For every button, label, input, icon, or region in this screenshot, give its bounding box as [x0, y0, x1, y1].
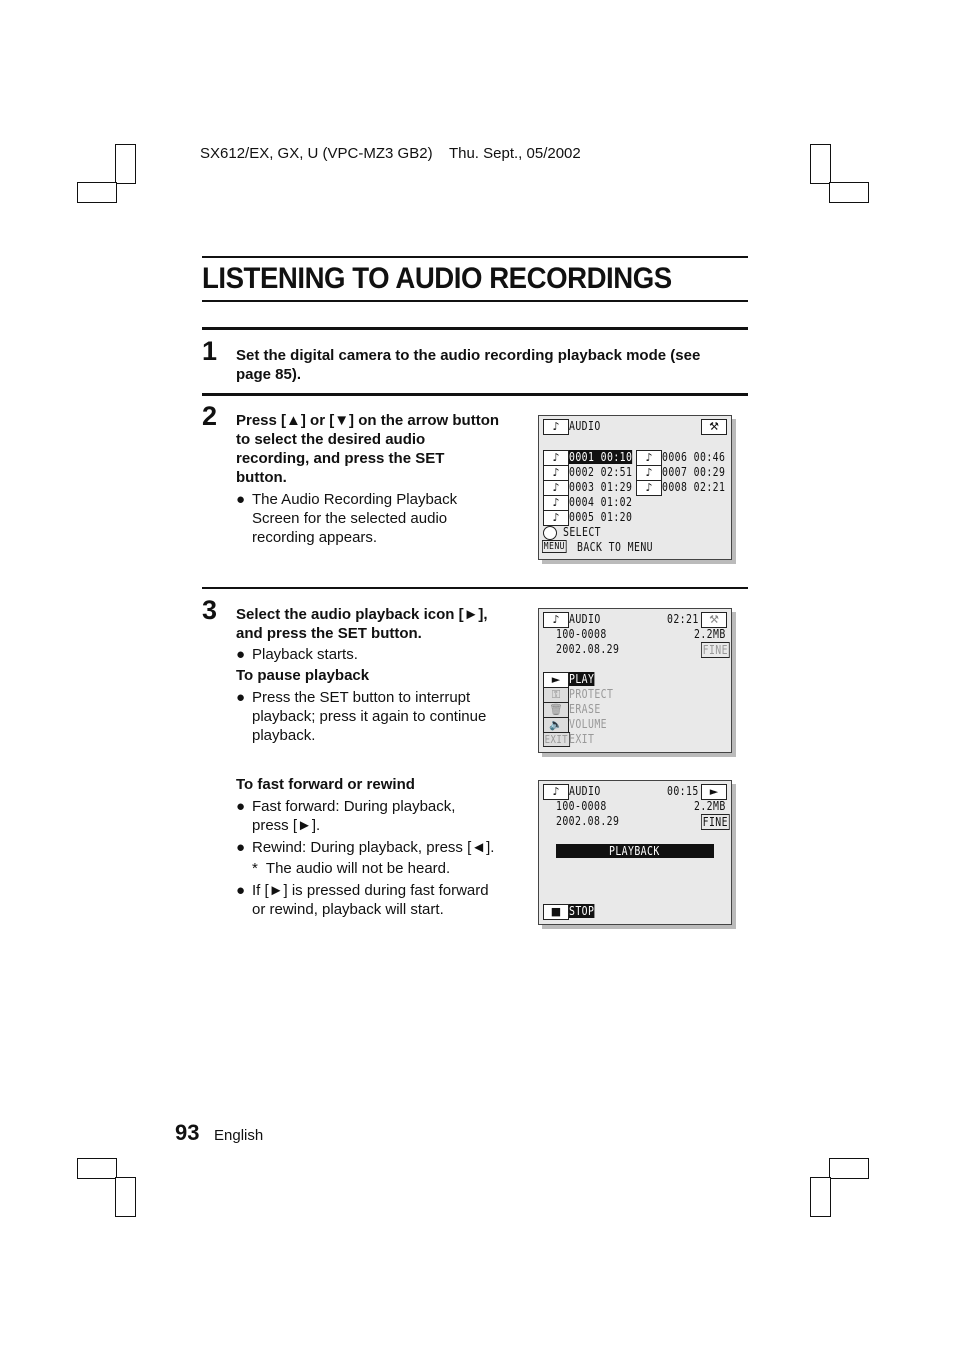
bullet-icon: ● — [236, 491, 246, 508]
text-line: or rewind, playback will start. — [252, 901, 444, 918]
menu-icon: MENU — [543, 541, 566, 552]
file-size: 2.2MB — [694, 799, 726, 813]
menu-item-exit[interactable]: EXIT — [569, 732, 595, 746]
crop-mark — [810, 144, 831, 184]
step-number: 2 — [202, 401, 218, 431]
step-rule — [202, 393, 748, 396]
wrench-icon: ⚒ — [701, 419, 727, 435]
stop-icon: ■ — [543, 904, 569, 920]
step-rule — [202, 587, 748, 589]
music-note-icon: ♪ — [636, 465, 662, 481]
crop-mark — [77, 1158, 117, 1179]
back-to-menu-label: BACK TO MENU — [577, 540, 654, 554]
audio-list-screen — [538, 415, 732, 560]
text-line: The Audio Recording Playback — [252, 491, 458, 508]
recording-date: 2002.08.29 — [556, 642, 620, 656]
playback-status: PLAYBACK — [609, 844, 660, 858]
select-label: SELECT — [563, 525, 602, 539]
text-line: Select the audio playback icon [►], — [236, 606, 488, 623]
bullet-icon: ● — [236, 798, 246, 815]
page-title: LISTENING TO AUDIO RECORDINGS — [202, 262, 672, 295]
text-line: Fast forward: During playback, — [252, 798, 456, 815]
footnote: * The audio will not be heard. — [252, 860, 451, 877]
text-line: button. — [236, 469, 287, 486]
audio-item[interactable]: 0003 01:29 — [569, 480, 633, 494]
crop-mark — [115, 1177, 136, 1217]
text-line: and press the SET button. — [236, 625, 422, 642]
step-instruction: Set the digital camera to the audio recording playback mode (see page 85). — [236, 347, 701, 383]
music-note-icon: ♪ — [543, 419, 569, 435]
music-note-icon: ♪ — [543, 612, 569, 628]
text-line: Screen for the selected audio — [252, 510, 448, 527]
menu-item-volume[interactable]: VOLUME — [569, 717, 608, 731]
audio-playback-menu-screen — [538, 608, 732, 753]
title-rule-bottom — [202, 300, 748, 302]
music-note-icon: ♪ — [543, 784, 569, 800]
step-instruction — [236, 605, 488, 643]
music-note-icon: ♪ — [636, 480, 662, 496]
text-line: recording appears. — [252, 529, 378, 546]
fast-forward-heading: To fast forward or rewind — [236, 776, 415, 793]
text-line: If [►] is pressed during fast forward — [252, 882, 489, 899]
arrow-pad-icon — [543, 526, 557, 540]
page-number: 93 — [175, 1120, 200, 1145]
crop-mark — [829, 182, 869, 203]
music-note-icon: ♪ — [543, 450, 569, 466]
play-icon: ► — [543, 672, 569, 688]
file-size: 2.2MB — [694, 627, 726, 641]
page-language: English — [214, 1127, 264, 1144]
text-line: press [►]. — [252, 817, 321, 834]
crop-mark — [810, 1177, 831, 1217]
text-line: Rewind: During playback, press [◄]. — [252, 839, 495, 856]
crop-mark — [115, 144, 136, 184]
audio-item-selected[interactable]: 0001 00:10 — [569, 450, 633, 464]
audio-item[interactable]: 0006 00:46 — [662, 450, 726, 464]
audio-item[interactable]: 0005 01:20 — [569, 510, 633, 524]
crop-mark — [77, 182, 117, 203]
speaker-icon: 🔈 — [543, 717, 569, 733]
screen-title: AUDIO — [569, 419, 601, 433]
menu-item-protect[interactable]: PROTECT — [569, 687, 614, 701]
music-note-icon: ♪ — [543, 465, 569, 481]
text-line: playback. — [252, 727, 316, 744]
step-number: 3 — [202, 595, 218, 625]
audio-item[interactable]: 0004 01:02 — [569, 495, 633, 509]
folder-number: 100-0008 — [556, 627, 607, 641]
recording-date: 2002.08.29 — [556, 814, 620, 828]
stop-label[interactable]: STOP — [569, 904, 595, 918]
menu-item-play[interactable]: PLAY — [569, 672, 595, 686]
bullet-icon: ● — [236, 839, 246, 856]
recording-length: 02:21 — [667, 612, 699, 626]
screen-title: AUDIO — [569, 784, 601, 798]
key-icon: ⚿ — [543, 687, 569, 703]
quality-badge: FINE — [702, 815, 728, 829]
audio-item[interactable]: 0007 00:29 — [662, 465, 726, 479]
audio-item[interactable]: 0008 02:21 — [662, 480, 726, 494]
music-note-icon: ♪ — [543, 510, 569, 526]
bullet-text: Playback starts. — [252, 646, 358, 663]
elapsed-time: 00:15 — [667, 784, 699, 798]
text-line: recording, and press the SET — [236, 450, 445, 467]
step-instruction — [236, 411, 499, 487]
bullet-icon: ● — [236, 689, 246, 706]
step-number: 1 — [202, 336, 218, 366]
audio-playing-screen — [538, 780, 732, 925]
folder-number: 100-0008 — [556, 799, 607, 813]
wrench-icon: ⚒ — [701, 612, 727, 628]
quality-badge: FINE — [702, 643, 728, 657]
bullet-icon: ● — [236, 882, 246, 899]
text-line: to select the desired audio — [236, 431, 426, 448]
pause-heading: To pause playback — [236, 667, 370, 684]
play-icon: ► — [701, 784, 727, 800]
title-rule-top — [202, 256, 748, 258]
text-line: Press [▲] or [▼] on the arrow button — [236, 412, 500, 429]
trash-icon: 🗑 — [543, 702, 569, 718]
audio-item[interactable]: 0002 02:51 — [569, 465, 633, 479]
text-line: Press the SET button to interrupt — [252, 689, 471, 706]
document-reference: SX612/EX, GX, U (VPC-MZ3 GB2) Thu. Sept., 05/2002 — [200, 145, 581, 162]
music-note-icon: ♪ — [636, 450, 662, 466]
menu-item-erase[interactable]: ERASE — [569, 702, 601, 716]
music-note-icon: ♪ — [543, 495, 569, 511]
crop-mark — [829, 1158, 869, 1179]
bullet-icon: ● — [236, 646, 246, 663]
step-rule — [202, 327, 748, 330]
screen-title: AUDIO — [569, 612, 601, 626]
music-note-icon: ♪ — [543, 480, 569, 496]
exit-icon: EXIT — [544, 733, 569, 746]
text-line: playback; press it again to continue — [252, 708, 487, 725]
